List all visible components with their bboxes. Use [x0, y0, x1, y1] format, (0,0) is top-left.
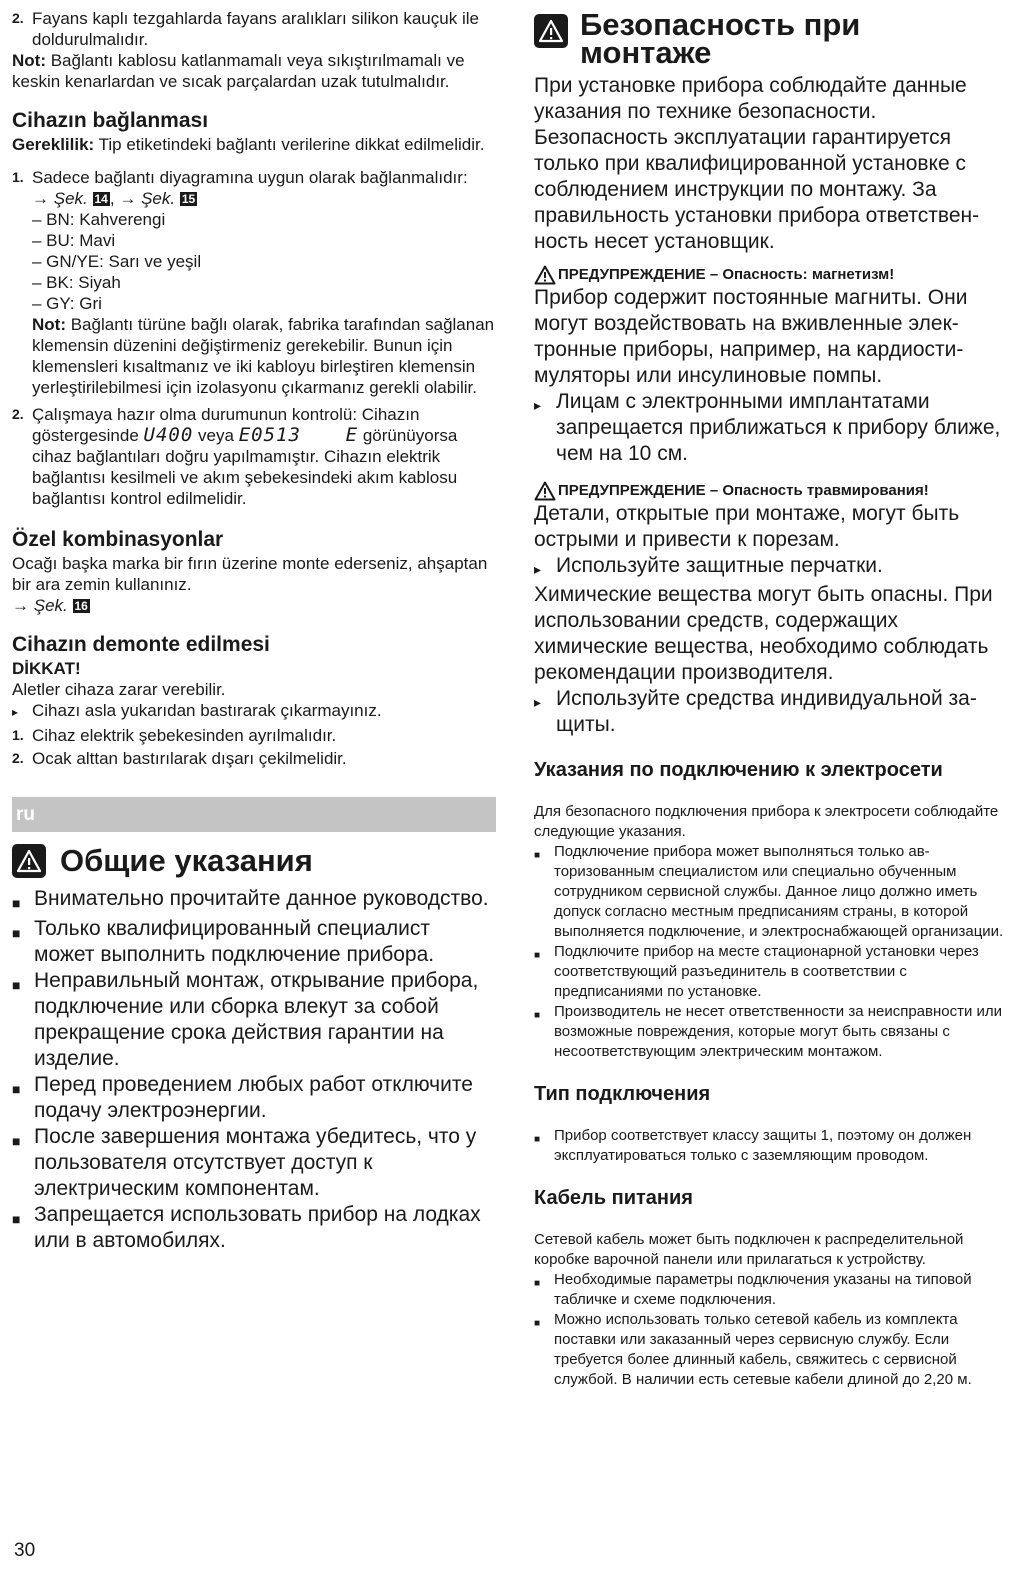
- display-code: E0513: [238, 424, 301, 446]
- caution-label: DİKKAT!: [12, 659, 81, 678]
- step-text: görünüyorsa cihaz bağlantıları doğru yapılmamıştır. Cihazın elektrik bağlantısı kesilmeli ve akım şebekesindeki akım kablosu bağlantısı kontrol edilmelidir.: [32, 426, 458, 508]
- square-bullet-icon: ■: [534, 850, 541, 861]
- square-bullet-icon: ■: [12, 895, 21, 911]
- step-number: 2.: [12, 10, 24, 26]
- step-text: Çalışmaya hazır olma durumunun kontrolü: Cihazın göstergesinde: [32, 405, 420, 445]
- figure-word: Şek.: [141, 189, 176, 208]
- step-body: [32, 167, 496, 398]
- arrow-icon: →: [12, 596, 29, 615]
- left-column: [12, 8, 496, 1254]
- square-bullet-icon: ■: [534, 1318, 541, 1329]
- figure-badge: 16: [74, 599, 88, 613]
- step-body: [32, 404, 496, 509]
- list-item: [12, 1124, 496, 1202]
- section-heading-connect: Cihazın bağlanması: [12, 109, 209, 132]
- section-heading-safety: [534, 7, 1014, 70]
- caution-text: Aletler cihaza zarar verebilir.: [12, 680, 226, 699]
- requirement-paragraph: [12, 134, 496, 155]
- step-number: 2.: [12, 406, 24, 422]
- list-item: [12, 886, 496, 916]
- list-item: [12, 968, 496, 1072]
- bullet-text: Производитель не несет ответственности за неисправности или возможные повреждения, которые могут быть связаны с несоответствующим электрическим монтажом.: [554, 1003, 1003, 1060]
- section-heading-connection-type: Тип подключения: [534, 1083, 711, 1105]
- bullet-text: Прибор соответствует классу защиты 1, поэтому он должен эксплуатироваться только с заземляющим проводом.: [554, 1127, 972, 1164]
- figure-reference: [32, 188, 496, 209]
- arrow-bullet-icon: ▸: [534, 561, 542, 577]
- section-heading-general: [12, 844, 496, 878]
- bullet-text: Неправильный монтаж, открывание прибора, подключение или сборка влекут за собой прекращение срока действия гарантии на изделие.: [34, 969, 479, 1070]
- list-item: [534, 553, 1014, 582]
- list-item: [534, 1002, 1014, 1062]
- wire-item: – BN: Kahverengi: [32, 210, 166, 229]
- figure-word: Şek.: [33, 596, 68, 615]
- bullet-text: Используйте защитные перчатки.: [556, 554, 883, 577]
- square-bullet-icon: ■: [534, 1134, 541, 1145]
- list-item: [12, 748, 496, 769]
- warning-icon: [12, 844, 46, 878]
- list-item: [534, 686, 1014, 738]
- note-label: Not:: [12, 51, 46, 70]
- bullet-text: Перед проведением любых работ отключите подачу электроэнергии.: [34, 1073, 473, 1122]
- step-text: Ocak alttan bastırılarak dışarı çekilmelidir.: [32, 749, 347, 768]
- bullet-text: Подключите прибор на месте стационарной установки через соответствующий разъединитель в соответствии с предписаниями по установке.: [554, 943, 979, 1000]
- arrow-icon: →: [32, 189, 49, 208]
- right-column: [534, 8, 1014, 1390]
- list-item: [12, 167, 496, 398]
- wire-item: – BK: Siyah: [32, 273, 121, 292]
- wire-item: – BU: Mavi: [32, 231, 116, 250]
- square-bullet-icon: ■: [12, 977, 21, 993]
- warning-line: [534, 265, 1014, 285]
- list-item: [534, 942, 1014, 1002]
- bullet-text: Только квалифицированный специалист может выполнить подключение прибора.: [34, 917, 435, 966]
- square-bullet-icon: ■: [534, 950, 541, 961]
- section-heading-cable: Кабель питания: [534, 1187, 693, 1209]
- list-item: [534, 389, 1014, 467]
- bullet-text: Необходимые параметры подключения указаны на типовой табличке и схеме подключения.: [554, 1271, 972, 1308]
- page-number: 30: [14, 1540, 36, 1561]
- warning-text: Детали, открытые при монтаже, могут быть острыми и привести к порезам.: [534, 502, 960, 551]
- list-item: [12, 916, 496, 968]
- language-bar: ru: [12, 797, 496, 832]
- arrow-bullet-icon: ▸: [534, 694, 542, 710]
- arrow-bullet-icon: ▸: [534, 397, 542, 413]
- requirement-text: Tip etiketindeki bağlantı verilerine dikkat edilmelidir.: [98, 135, 485, 154]
- display-code: E: [345, 424, 359, 446]
- list-item: [12, 700, 496, 723]
- heading-text: Общие указания: [60, 843, 313, 878]
- list-item: [534, 1270, 1014, 1310]
- bullet-text: Используйте средства индивидуальной защиты.: [556, 687, 977, 736]
- wire-item: – GN/YE: Sarı ve yeşil: [32, 252, 202, 271]
- list-item: [12, 1072, 496, 1124]
- step-number: 2.: [12, 750, 24, 766]
- figure-separator: ,: [109, 189, 115, 208]
- list-item: [534, 1310, 1014, 1390]
- list-item: [534, 1126, 1014, 1166]
- step-text: Cihaz elektrik şebekesinden ayrılmalıdır.: [32, 726, 337, 745]
- step-text: veya: [198, 426, 234, 445]
- bullet-text: Лицам с электронными имплантатами запрещается приближаться к прибору ближе, чем на 10 см.: [556, 390, 1001, 465]
- section-heading-electric: Указания по подключению к электросети: [534, 759, 943, 781]
- warning-triangle-icon: [534, 265, 556, 285]
- bullet-text: После завершения монтажа убедитесь, что у пользователя отсутствует доступ к электрическим компонентам.: [34, 1125, 477, 1200]
- cable-intro: Сетевой кабель может быть подключен к распределительной коробке варочной панели или прилагаться к устройству.: [534, 1231, 964, 1268]
- bullet-text: Cihazı asla yukarıdan bastırarak çıkarmayınız.: [32, 701, 382, 720]
- section-heading-dismount: Cihazın demonte edilmesi: [12, 633, 270, 656]
- list-item: [12, 404, 496, 509]
- list-item: [12, 1202, 496, 1254]
- step-text: Sadece bağlantı diyagramına uygun olarak bağlanmalıdır:: [32, 168, 468, 187]
- warning-triangle-icon: [534, 481, 556, 501]
- square-bullet-icon: ■: [12, 1211, 21, 1227]
- heading-text: Безопасность при монтаже: [580, 7, 861, 70]
- bullet-text: Запрещается использовать прибор на лодках или в автомобилях.: [34, 1203, 481, 1252]
- warning-text: Прибор содержит постоянные магниты. Они могут воздействовать на вживленные электронные приборы, например, на кардиостимуляторы или инсулиновые помпы.: [534, 286, 968, 387]
- bullet-text: Можно использовать только сетевой кабель из комплекта поставки или заказанный через сервисную службу. Если требуется более длинный кабель, свяжитесь с сервисной службой. В наличии есть сетевые кабели длиной до 2,20 м.: [554, 1311, 972, 1388]
- figure-badge: 14: [94, 192, 108, 206]
- special-text: Ocağı başka marka bir fırın üzerine monte ederseniz, ahşaptan bir ara zemin kullanınız.: [12, 554, 488, 594]
- bullet-text: Внимательно прочитайте данное руководство.: [34, 887, 489, 910]
- warning-label: ПРЕДУПРЕЖДЕНИЕ – Опасность травмирования!: [558, 482, 929, 499]
- note-paragraph: [12, 50, 496, 92]
- electric-intro: Для безопасного подключения прибора к электросети соблюдайте следующие указания.: [534, 803, 999, 840]
- safety-intro: При установке прибора соблюдайте данные указания по технике безопасности. Безопасность эксплуатации гарантируется только при квалифицированной установке с соблюдением инструкции по монтажу. За правильность установки прибора ответственность несет установщик.: [534, 74, 980, 253]
- note-label: Not:: [32, 315, 66, 334]
- note-text: Bağlantı türüne bağlı olarak, fabrika tarafından sağlanan klemensin düzenini değiştirmeniz gerekebilir. Bunun için klemensleri kısaltmanız ve iki kabloyu birleştiren klemensin yerleştirilebilmesi için izolasyonu çıkarmanız gerekli olabilir.: [32, 315, 495, 397]
- warning-icon: [534, 14, 568, 48]
- figure-reference: [12, 595, 496, 616]
- display-code: U400: [143, 424, 194, 446]
- square-bullet-icon: ■: [534, 1010, 541, 1021]
- requirement-label: Gereklilik:: [12, 135, 95, 154]
- step-text: Fayans kaplı tezgahlarda fayans aralıkları silikon kauçuk ile doldurulmalıdır.: [32, 9, 479, 49]
- square-bullet-icon: ■: [534, 1278, 541, 1289]
- arrow-icon: →: [119, 189, 137, 208]
- square-bullet-icon: ■: [12, 1133, 21, 1149]
- square-bullet-icon: ■: [12, 925, 21, 941]
- general-list: [12, 886, 496, 1254]
- wire-item: – GY: Gri: [32, 294, 102, 313]
- list-item: [12, 8, 496, 50]
- warning-label: ПРЕДУПРЕЖДЕНИЕ – Опасность: магнетизм!: [558, 266, 895, 283]
- square-bullet-icon: ■: [12, 1081, 21, 1097]
- figure-word: Şek.: [53, 189, 88, 208]
- warning-line: [534, 481, 1014, 501]
- list-item: [12, 725, 496, 746]
- chemicals-text: Химические вещества могут быть опасны. При использовании средств, содержащих химические вещества, необходимо соблюдать рекомендации производителя.: [534, 583, 993, 684]
- step-number: 1.: [12, 169, 24, 185]
- section-heading-special: Özel kombinasyonlar: [12, 528, 224, 551]
- note-text: Bağlantı kablosu katlanmamalı veya sıkıştırılmamalı ve keskin kenarlardan ve sıcak parçalardan uzak tutulmalıdır.: [12, 51, 465, 91]
- note-paragraph: [32, 314, 496, 398]
- step-number: 1.: [12, 727, 24, 743]
- arrow-bullet-icon: ▸: [12, 705, 19, 719]
- bullet-text: Подключение прибора может выполняться только авторизованным специалистом или специально обученным сотрудником сервисной службы. Данное лицо должно иметь допуск согласно местным предписаниям страны, в которой выполняется подключение, и электроснабжающей организации.: [554, 843, 1004, 940]
- list-item: [534, 842, 1014, 942]
- figure-badge: 15: [181, 192, 196, 206]
